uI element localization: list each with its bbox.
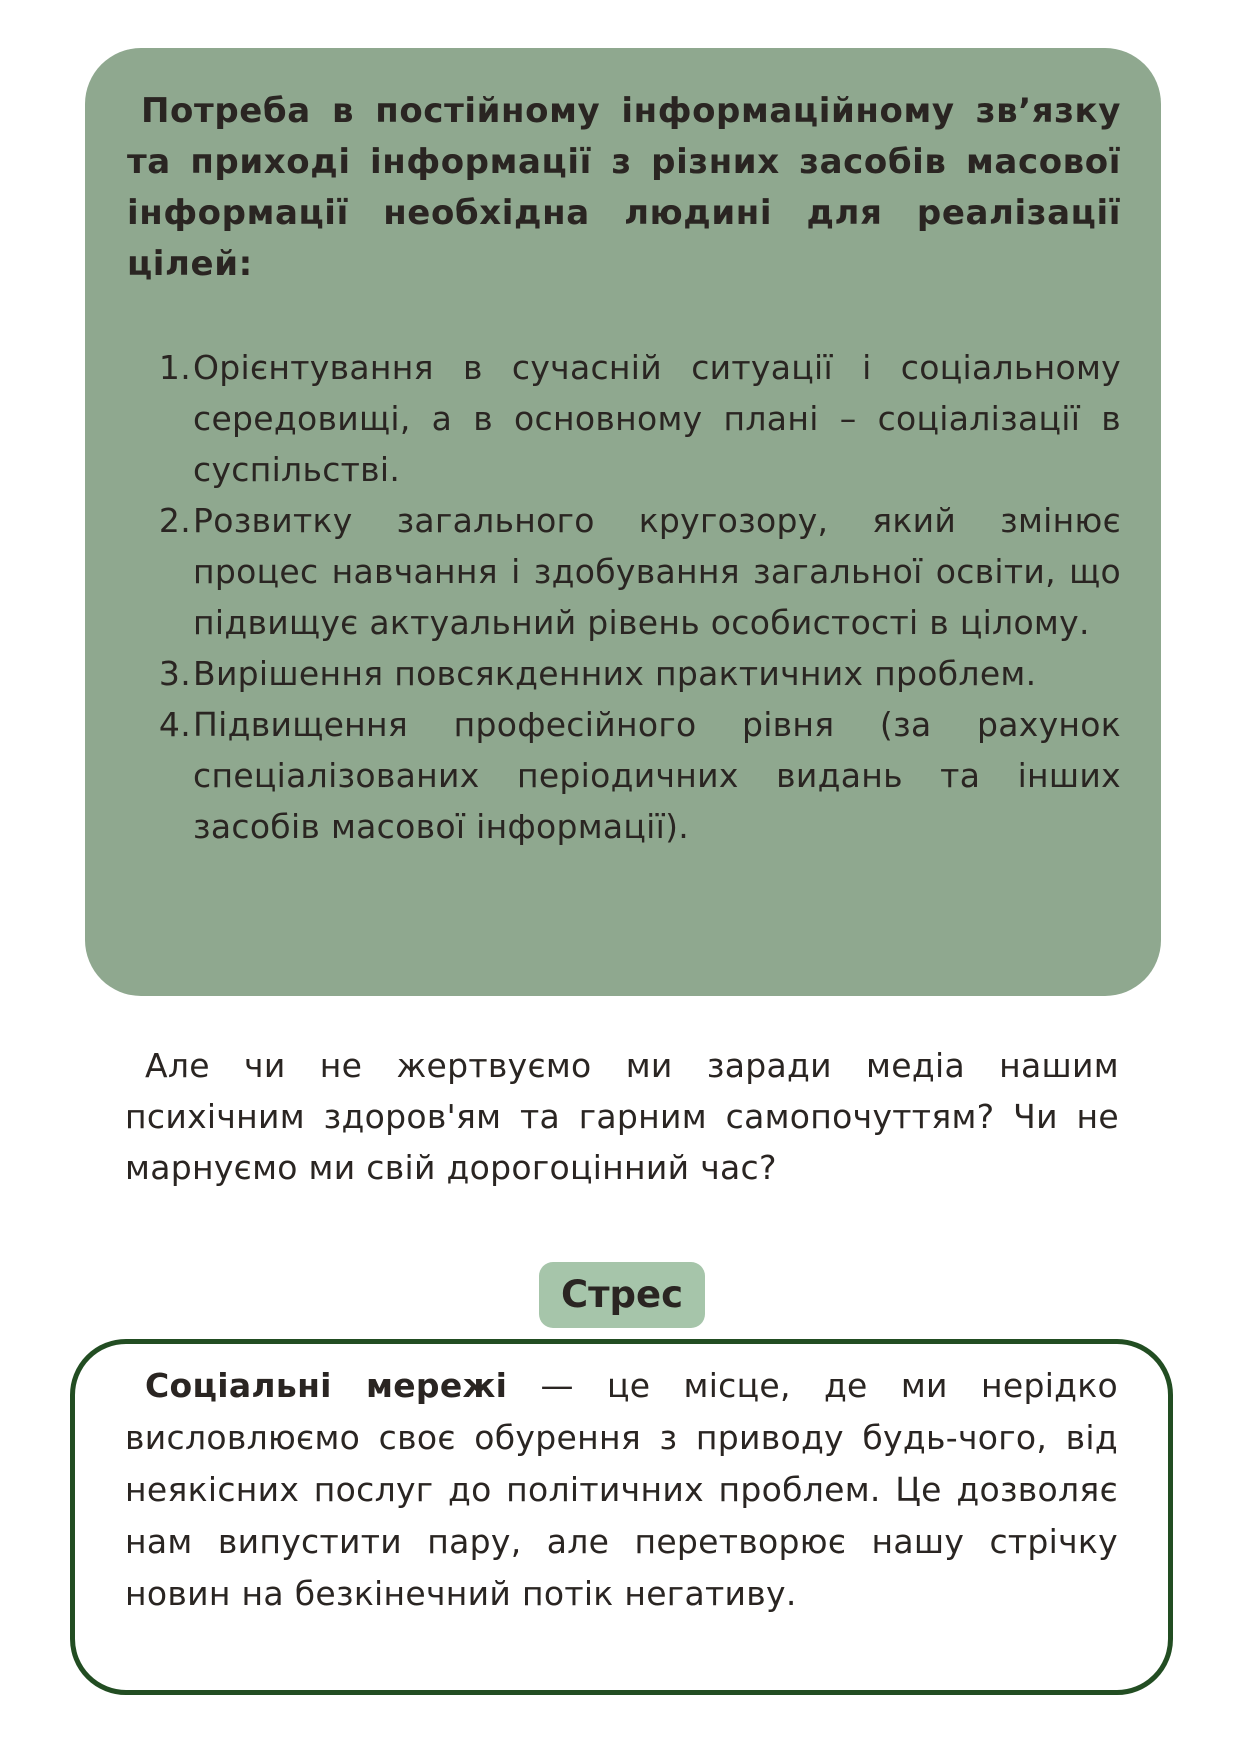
question-paragraph: Але чи не жертвуємо ми заради медіа нашим психічним здоров'ям та гарним самопочуттям? Чи не марнуємо ми свій дорогоцінний час? <box>125 1046 1119 1187</box>
list-item-text: Підвищення професійного рівня (за рахунок спеціалізованих періодичних видань та інших засобів масової інформації). <box>193 705 1121 846</box>
social-networks-term: Соціальні мережі <box>145 1366 508 1405</box>
list-item <box>127 699 1121 852</box>
list-item-number: 1. <box>158 348 191 387</box>
list-item-number: 4. <box>158 705 191 744</box>
list-item <box>127 648 1121 699</box>
info-box <box>85 48 1161 996</box>
section-title-badge: Стрес <box>539 1262 705 1328</box>
stress-box <box>70 1339 1173 1695</box>
stress-paragraph-text: — це місце, де ми нерідко висловлюємо своє обурення з приводу будь-чого, від неякісних послуг до політичних проблем. Це дозволяє нам випустити пару, але перетворює нашу стрічку новин на безкінечний потік негативу. <box>125 1366 1118 1613</box>
list-item-text: Розвитку загального кругозору, який змінює процес навчання і здобування загальної освіти, що підвищує актуальний рівень особистості в цілому. <box>193 501 1121 642</box>
stress-paragraph <box>125 1360 1118 1620</box>
list-item <box>127 342 1121 495</box>
goal-list <box>127 342 1121 852</box>
list-item-number: 3. <box>158 654 191 693</box>
list-item-text: Орієнтування в сучасній ситуації і соціальному середовищі, а в основному плані – соціалізації в суспільстві. <box>193 348 1121 489</box>
list-item-number: 2. <box>158 501 191 540</box>
info-box-heading: Потреба в постійному інформаційному зв’язку та приході інформації з різних засобів масової інформації необхідна людині для реалізації цілей: <box>127 91 1121 284</box>
list-item-text: Вирішення повсякденних практичних проблем. <box>193 654 1037 693</box>
list-item <box>127 495 1121 648</box>
